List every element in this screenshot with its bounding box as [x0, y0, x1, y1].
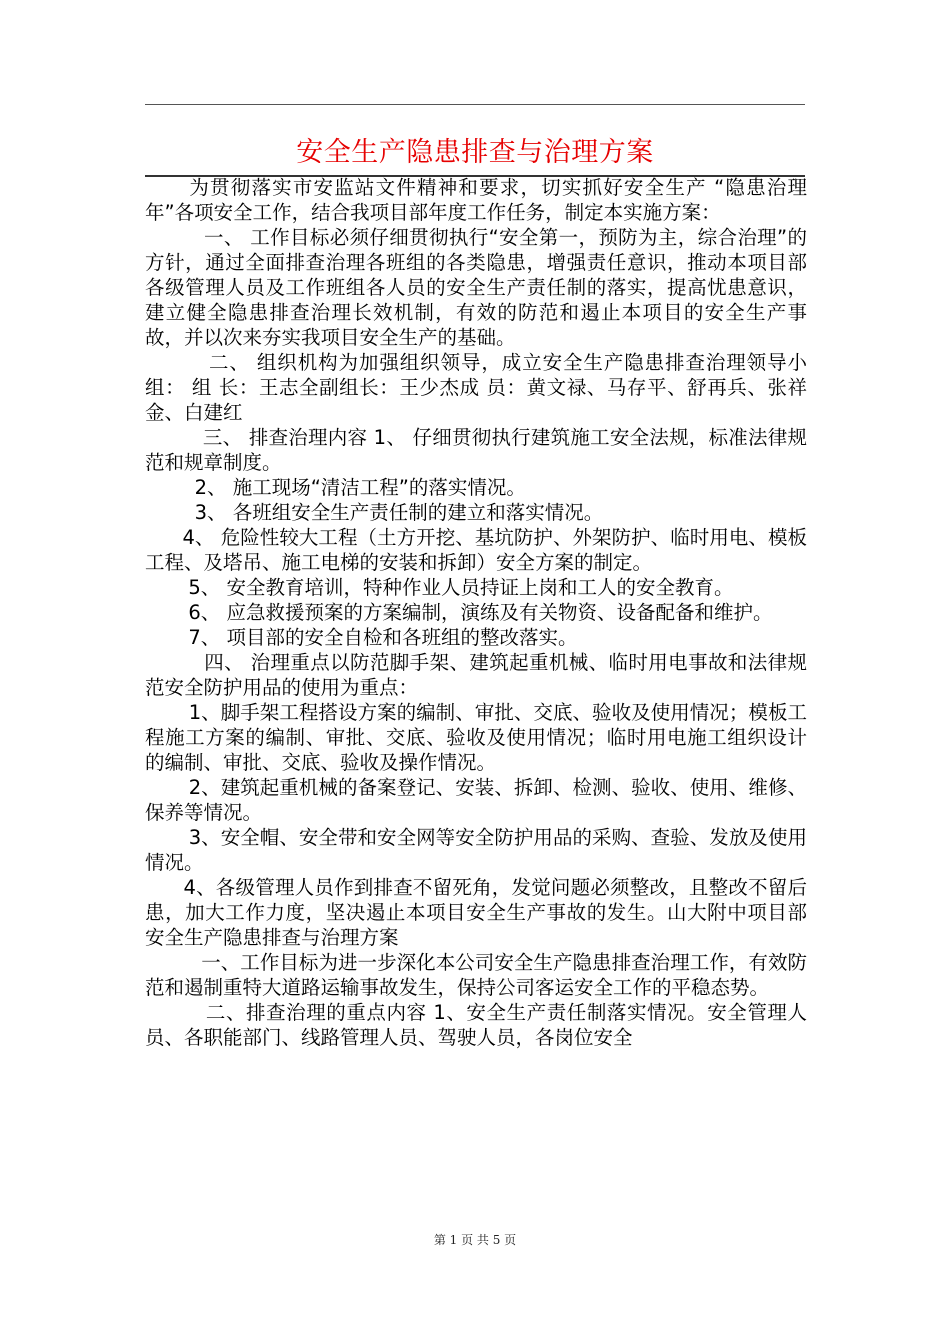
paragraph-item-6: 6、 应急救援预案的方案编制，演练及有关物资、设备配备和维护。	[188, 601, 773, 624]
paragraph-item-7: 7、 项目部的安全自检和各班组的整改落实。	[188, 626, 578, 649]
paragraph-item-5: 5、 安全教育培训，特种作业人员持证上岗和工人的安全教育。	[188, 576, 734, 599]
paragraph-focus-3: 3、安全帽、安全带和安全网等安全防护用品的采购、查验、发放及使用情况。	[145, 826, 807, 874]
paragraph-contents: 三、 排查治理内容 1、 仔细贯彻执行建筑施工安全法规，标准法律规范和规章制度。	[145, 426, 807, 474]
document-body	[145, 175, 807, 1050]
paragraph-organization: 二、 组织机构为加强组织领导，成立安全生产隐患排查治理领导小组： 组 长：王志全副组长：王少杰成 员：黄文禄、马存平、舒再兵、张祥金、白建红	[145, 351, 807, 424]
paragraph-focus: 四、 治理重点以防范脚手架、建筑起重机械、临时用电事故和法律规范安全防护用品的使用为重点：	[145, 651, 807, 699]
header-rule	[145, 104, 805, 105]
paragraph-goal: 一、 工作目标必须仔细贯彻执行“安全第一，预防为主，综合治理”的方针，通过全面排查治理各班组的各类隐患，增强责任意识，推动本项目部各级管理人员及工作班组各人员的安全生产责任制的落实，提高忧患意识，建立健全隐患排查治理长效机制，有效的防范和遏止本项目的安全生产事故，并以次来夯实我项目安全生产的基础。	[145, 226, 807, 349]
paragraph-focus-1: 1、脚手架工程搭设方案的编制、审批、交底、验收及使用情况；模板工程施工方案的编制、审批、交底、验收及使用情况；临时用电施工组织设计的编制、审批、交底、验收及操作情况。	[145, 701, 807, 774]
paragraph-item-2: 2、 施工现场“清洁工程”的落实情况。	[194, 476, 526, 499]
paragraph-focus-2: 2、建筑起重机械的备案登记、安装、拆卸、检测、验收、使用、维修、保养等情况。	[145, 776, 807, 824]
paragraph-goal-2: 一、工作目标为进一步深化本公司安全生产隐患排查治理工作，有效防范和遏制重特大道路运输事故发生，保持公司客运安全工作的平稳态势。	[145, 951, 807, 999]
document-title: 安全生产隐患排查与治理方案	[296, 137, 654, 168]
paragraph-contents-2: 二、排查治理的重点内容 1、安全生产责任制落实情况。安全管理人员、各职能部门、线路管理人员、驾驶人员，各岗位安全	[145, 1001, 807, 1049]
paragraph-focus-4: 4、各级管理人员作到排查不留死角，发觉问题必须整改，且整改不留后患，加大工作力度，坚决遏止本项目安全生产事故的发生。山大附中项目部安全生产隐患排查与治理方案	[145, 876, 807, 949]
page-number-footer: 第 1 页 共 5 页	[433, 1233, 517, 1247]
paragraph-item-3: 3、 各班组安全生产责任制的建立和落实情况。	[194, 501, 604, 524]
paragraph-item-4: 4、 危险性较大工程（土方开挖、基坑防护、外架防护、临时用电、模板工程、及塔吊、施工电梯的安装和拆卸）安全方案的制定。	[145, 526, 807, 574]
paragraph-intro: 为贯彻落实市安监站文件精神和要求，切实抓好安全生产 “隐患治理年”各项安全工作，结合我项目部年度工作任务，制定本实施方案：	[145, 176, 807, 224]
